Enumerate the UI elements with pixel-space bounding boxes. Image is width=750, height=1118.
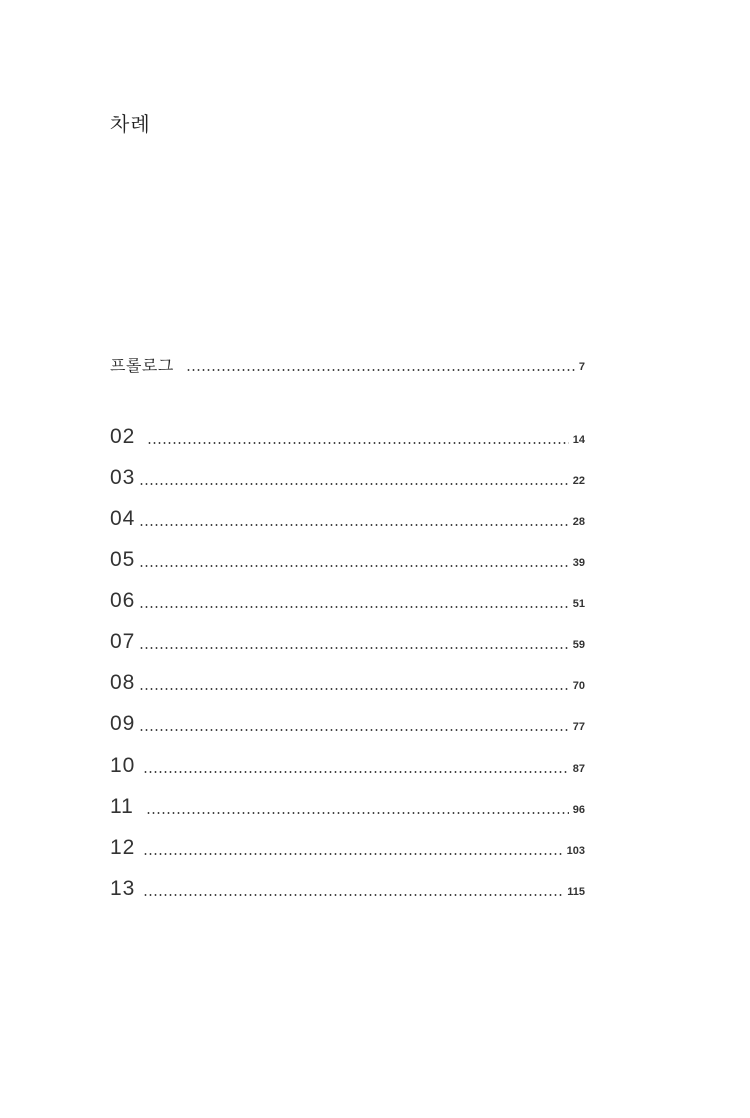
toc-entry-page: 22 [572,475,585,487]
dot-leader [139,524,568,526]
dot-leader [139,606,568,608]
toc-entry-label: 06 [110,589,136,612]
toc-entry-page: 96 [572,804,585,816]
toc-entry[interactable] [110,878,585,899]
toc-entry-page: 103 [566,845,585,857]
toc-entry-page: 7 [578,361,585,373]
dot-leader [139,565,568,567]
toc-entry-label: 07 [110,630,136,653]
toc-entry-label: 04 [110,507,136,530]
toc-entry-label: 프롤로그 [110,356,174,375]
dot-leader [139,688,568,690]
dot-leader [139,647,568,649]
toc-entry-page: 59 [572,639,585,651]
toc-entry-page: 39 [572,557,585,569]
toc-entry-page: 77 [572,721,585,733]
dot-leader [146,812,569,814]
toc-entry-label: 09 [110,712,136,735]
toc-entry[interactable] [110,631,585,652]
toc-entry-label: 13 [110,877,136,900]
toc-entry[interactable] [110,672,585,693]
dot-leader [186,369,575,371]
toc-entry-page: 28 [572,516,585,528]
toc-entry[interactable] [110,590,585,611]
toc-entry-label: 12 [110,836,136,859]
toc-entry[interactable] [110,796,585,817]
toc-entry[interactable] [110,549,585,570]
toc-entry-prologue[interactable] [110,358,585,374]
toc-entry[interactable] [110,426,585,447]
toc-entry-label: 08 [110,671,136,694]
toc-entry-label: 02 [110,425,136,448]
toc-entry-page: 70 [572,680,585,692]
dot-leader [139,729,568,731]
toc-entry[interactable] [110,755,585,776]
toc-entry[interactable] [110,508,585,529]
dot-leader [143,894,563,896]
toc-entry-label: 10 [110,754,136,777]
toc-entry-label: 03 [110,466,136,489]
toc-entry-label: 05 [110,548,136,571]
dot-leader [147,442,568,444]
dot-leader [139,483,568,485]
dot-leader [143,853,562,855]
toc-entry[interactable] [110,467,585,488]
toc-entry[interactable] [110,837,585,858]
toc-entry-page: 115 [567,886,585,898]
toc-entry-page: 14 [572,434,585,446]
toc-entry-page: 87 [572,763,585,775]
toc-entry[interactable] [110,713,585,734]
page-title: 차례 [110,112,151,136]
dot-leader [143,771,568,773]
toc-entry-label: 11 [110,795,134,818]
toc-entry-page: 51 [572,598,585,610]
